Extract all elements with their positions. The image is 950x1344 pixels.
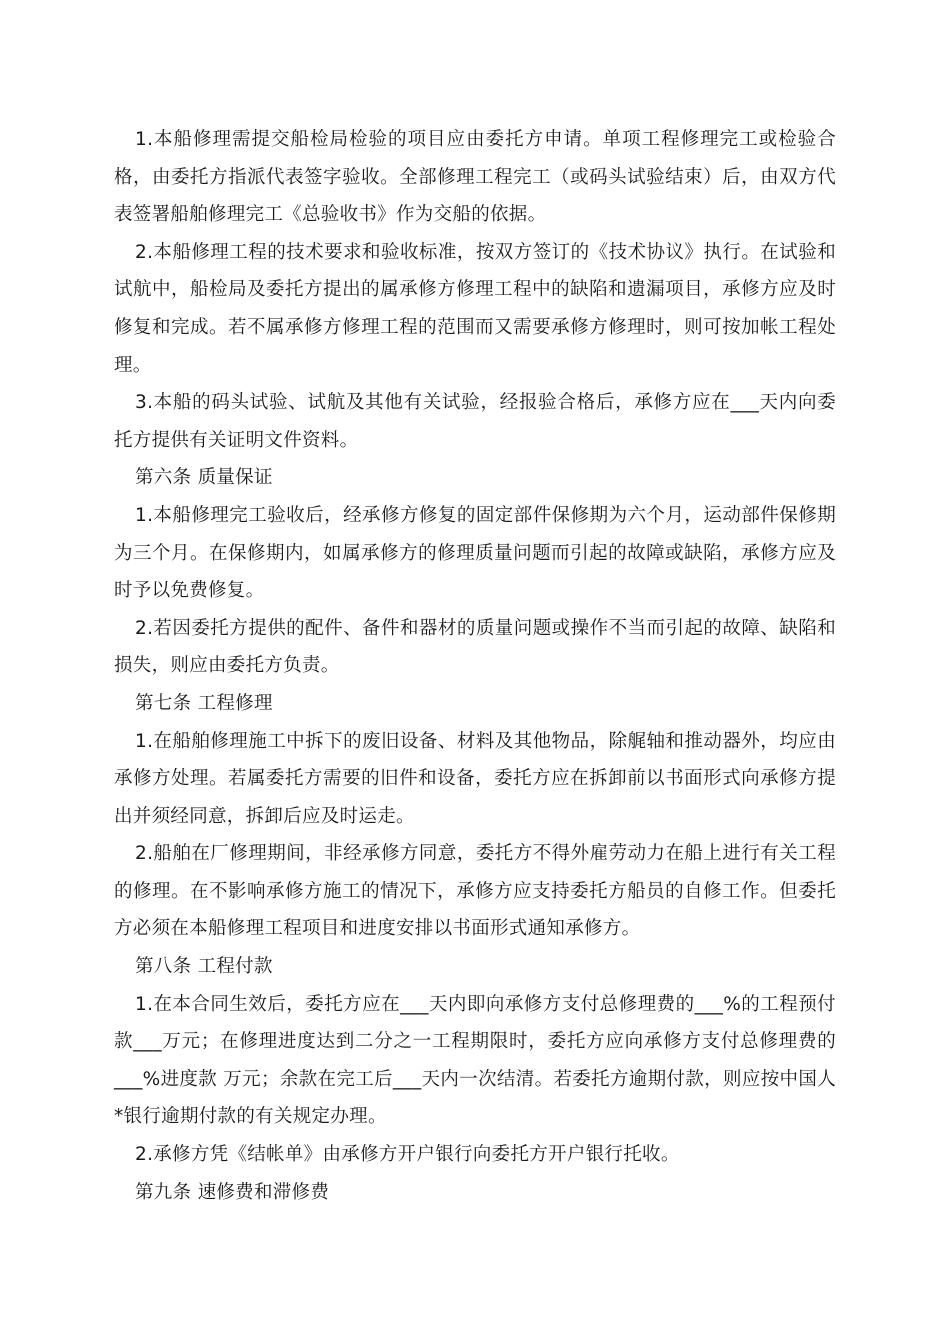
paragraph-payment-2: 2.承修方凭《结帐单》由承修方开户银行向委托方开户银行托收。 bbox=[135, 1144, 680, 1166]
paragraph-quality-1: 1.本船修理完工验收后，经承修方修复的固定部件保修期为六个月，运动部件保修期为三个月。在保修期内，如属承修方的修理质量问题而引起的故障或缺陷，承修方应及时予以免费修复。 bbox=[114, 504, 836, 602]
section-heading-payment: 第八条 工程付款 bbox=[135, 956, 273, 978]
document-page bbox=[114, 121, 836, 1211]
paragraph-quality-2: 2.若因委托方提供的配件、备件和器材的质量问题或操作不当而引起的故障、缺陷和损失，则应由委托方负责。 bbox=[114, 617, 836, 677]
section-heading-engineering-repair: 第七条 工程修理 bbox=[135, 692, 273, 714]
section-heading-quality-guarantee: 第六条 质量保证 bbox=[135, 467, 273, 489]
paragraph-acceptance-1: 1.本船修理需提交船检局检验的项目应由委托方申请。单项工程修理完工或检验合格，由委托方指派代表签字验收。全部修理工程完工（或码头试验结束）后，由双方代表签署船舶修理完工《总验收书》作为交船的依据。 bbox=[114, 129, 836, 226]
paragraph-repair-2: 2.船舶在厂修理期间，非经承修方同意，委托方不得外雇劳动力在船上进行有关工程的修理。在不影响承修方施工的情况下，承修方应支持委托方船员的自修工作。但委托方必须在本船修理工程项目和进度安排以书面形式通知承修方。 bbox=[114, 843, 836, 940]
section-heading-fees: 第九条 速修费和滞修费 bbox=[135, 1181, 330, 1203]
paragraph-repair-1: 1.在船舶修理施工中拆下的废旧设备、材料及其他物品，除艉轴和推动器外，均应由承修方处理。若属委托方需要的旧件和设备，委托方应在拆卸前以书面形式向承修方提出并须经同意，拆卸后应及时运走。 bbox=[114, 730, 836, 827]
paragraph-acceptance-2: 2.本船修理工程的技术要求和验收标准，按双方签订的《技术协议》执行。在试验和试航中，船检局及委托方提出的属承修方修理工程中的缺陷和遗漏项目，承修方应及时修复和完成。若不属承修方修理工程的范围而又需要承修方修理时，则可按加帐工程处理。 bbox=[114, 241, 836, 376]
paragraph-payment-1: 1.在本合同生效后，委托方应在___天内即向承修方支付总修理费的___%的工程预付款___万元；在修理进度达到二分之一工程期限时，委托方应向承修方支付总修理费的___%进度款 万元；余款在完工后___天内一次结清。若委托方逾期付款，则应按中国人*银行逾期付款的有关规定办理。 bbox=[114, 993, 836, 1128]
paragraph-acceptance-3: 3.本船的码头试验、试航及其他有关试验，经报验合格后，承修方应在___天内向委托方提供有关证明文件资料。 bbox=[114, 392, 836, 451]
